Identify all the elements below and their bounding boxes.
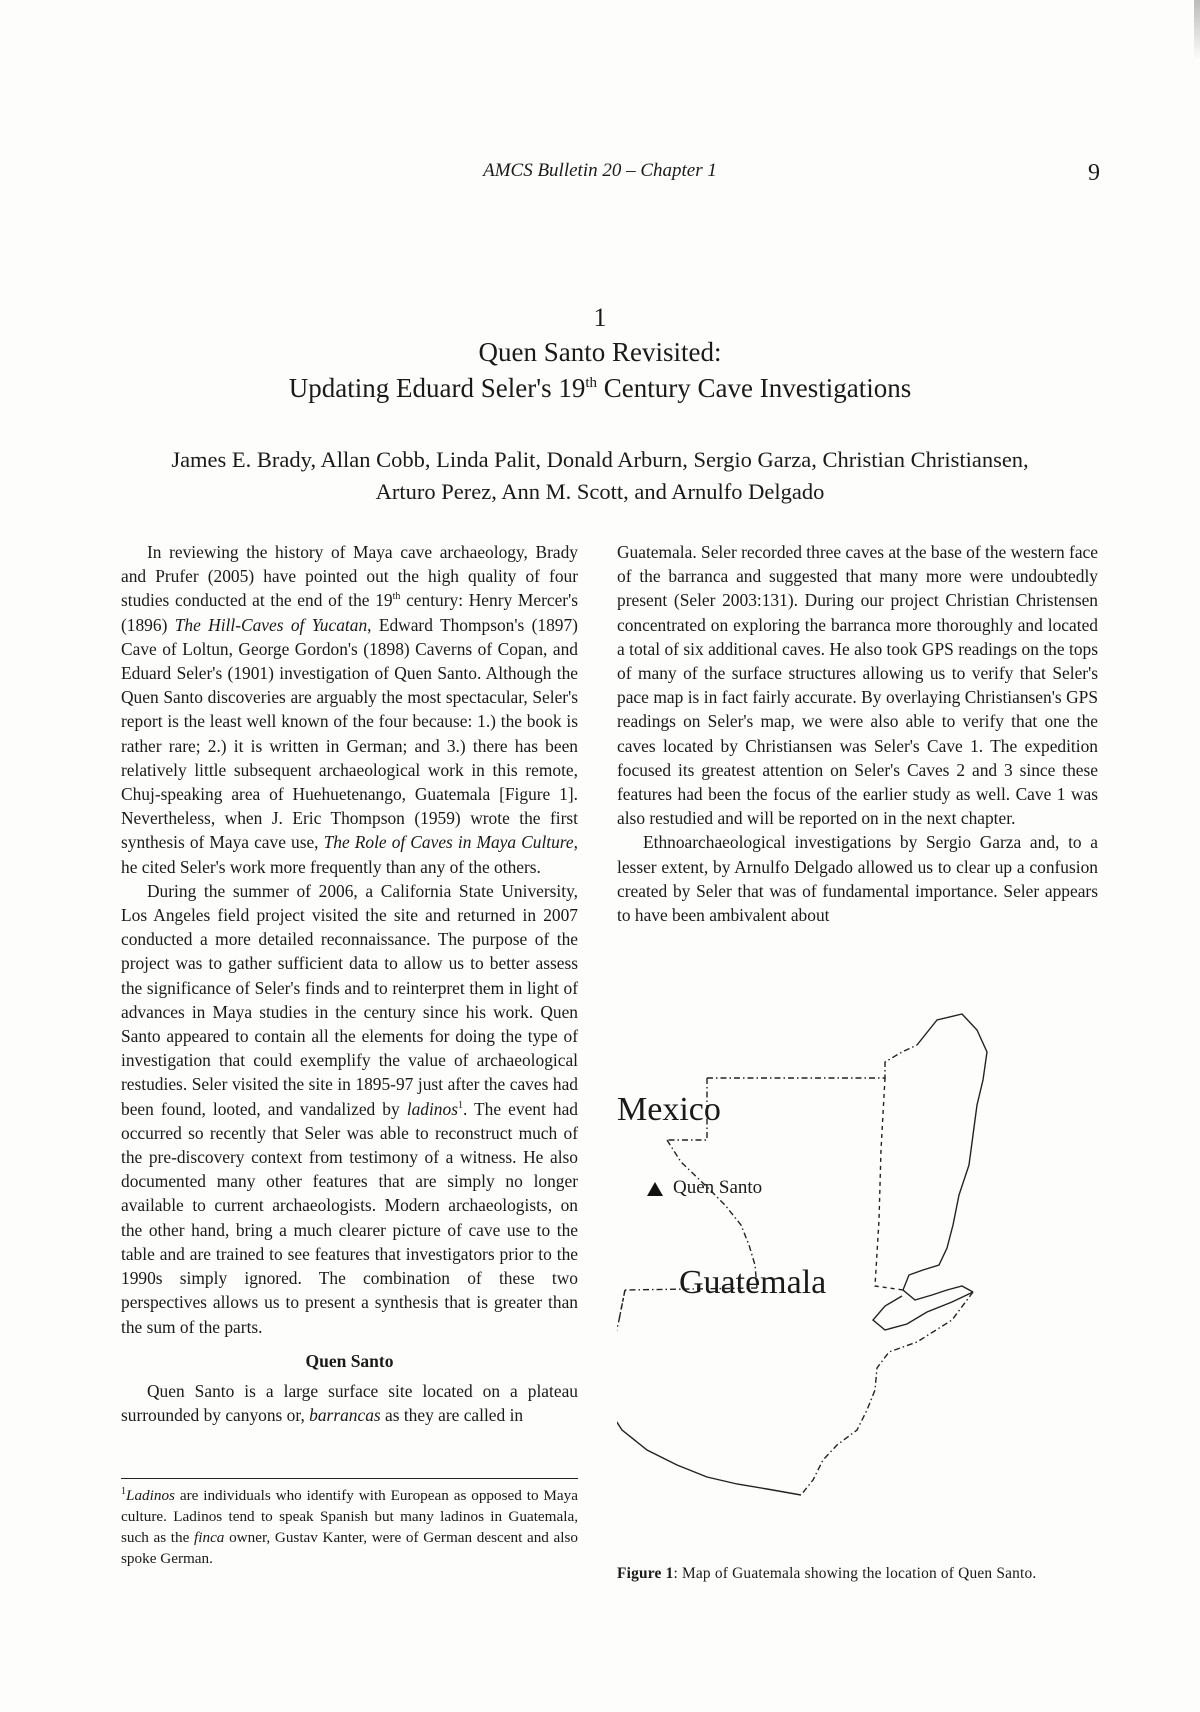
subtitle-part-b: Century Cave Investigations <box>597 373 912 403</box>
text-run: During the summer of 2006, a California State University, Los Angeles field project visited the site and returned in 2007 conducted a more detailed reconnaissance. The purpose of the project was to gather sufficient data to allow us to better assess the significance of Seler's finds and to reinterpret them in light of advances in Maya studies in the century since his work. Quen Santo appeared to contain all the elements for doing the type of investigation that could exemplify the value of archaeological restudies. Seler visited the site in 1895-97 just after the caves had been found, looted, and vandalized by <box>121 880 578 1119</box>
italic-title: The Role of Caves in Maya Culture <box>323 832 574 853</box>
italic-title: The Hill-Caves of Yucatan <box>174 614 368 635</box>
scan-edge-mark <box>1194 0 1200 60</box>
figure-caption <box>617 1563 1098 1584</box>
text-run: are individuals who identify with European as opposed to Maya culture. Ladinos tend to speak Spanish but many ladinos in Guatemala, such as the <box>121 1487 578 1546</box>
border-belize <box>875 1078 903 1290</box>
author-list <box>120 444 1080 508</box>
text-run: , he cited Seler's work more frequently than any of the others. <box>121 832 579 877</box>
authors-line-2: Arturo Perez, Ann M. Scott, and Arnulfo Delgado <box>375 479 825 504</box>
page-number: 9 <box>1088 160 1100 186</box>
border-honduras <box>801 1292 973 1495</box>
paragraph-2 <box>121 879 578 1339</box>
caption-text: : Map of Guatemala showing the location of Quen Santo. <box>673 1565 1037 1582</box>
map-label-mexico: Mexico <box>617 1091 721 1128</box>
footnote-rule <box>121 1478 578 1479</box>
italic-term: barrancas <box>309 1405 381 1426</box>
map-label-guatemala: Guatemala <box>679 1264 827 1301</box>
left-column <box>121 540 578 1427</box>
footnote-mark: 1 <box>121 1485 126 1497</box>
title-block <box>0 302 1200 406</box>
chapter-number: 1 <box>593 303 607 332</box>
text-run: century: Henry Mercer's (1896) <box>121 590 578 635</box>
subtitle-part-a: Updating Eduard Seler's 19 <box>288 373 586 403</box>
text-run: . The event had occurred so recently that Seler was able to reconstruct much of the pre-discovery context from testimony of a witness. He also documented many other features that are simply no longer available to current archaeologists. Modern archaeologists, on the other hand, bring a much clearer picture of cave use to the table and are trained to see features that investigators prior to the 1990s simply ignored. The combination of these two perspectives allows us to present a synthesis that is greater than the sum of the parts. <box>121 1098 578 1337</box>
italic-term: Ladinos <box>126 1487 175 1504</box>
running-head: AMCS Bulletin 20 – Chapter 1 <box>483 160 717 181</box>
text-run: as they are called in <box>380 1405 524 1426</box>
article-subtitle <box>0 370 1200 406</box>
caption-label: Figure 1 <box>617 1565 674 1582</box>
text-run: , Edward Thompson's (1897) Cave of Loltun, George Gordon's (1898) Caverns of Copan, and Eduard Seler's (1901) investigation of Quen Santo. Although the Quen Santo discoveries are arguably the most spectacular, Seler's report is the least well known of the four because: 1.) the book is rather rare; 2.) it is written in German; and 3.) there has been relatively little subsequent archaeological work in this remote, Chuj-speaking area of Huehuetenango, Guatemala [Figure 1]. Nevertheless, when J. Eric Thompson (1959) wrote the first synthesis of Maya cave use, <box>121 614 578 853</box>
section-heading: Quen Santo <box>305 1350 394 1371</box>
paragraph-continued: Guatemala. Seler recorded three caves at the base of the western face of the barranca and suggested that many more were undoubtedly present (Seler 2003:131). During our project Christian Christensen concentrated on exploring the barranca more thoroughly and located a total of six additional caves. He also took GPS readings on the tops of many of the surface structures allowing us to verify that Seler's pace map is in fact fairly accurate. By overlaying Christiansen's GPS readings on Seler's map, we were also able to verify that one the caves located by Christiansen was Seler's Cave 1. The expedition focused its greatest attention on Seler's Caves 2 and 3 since these features had been the focus of the earlier study as well. Cave 1 was also restudied and will be reported on in the next chapter. <box>617 542 1098 829</box>
footnote <box>121 1485 578 1569</box>
paragraph-3 <box>121 1379 578 1427</box>
quen-santo-marker <box>647 1182 663 1196</box>
text-run: Quen Santo is a large surface site located on a plateau surrounded by canyons or, <box>121 1380 578 1426</box>
footnote-ref: 1 <box>457 1099 463 1111</box>
right-column <box>617 540 1098 927</box>
authors-line-1: James E. Brady, Allan Cobb, Linda Palit, Donald Arburn, Sergio Garza, Christian Christiansen, <box>171 447 1029 472</box>
coastline-pacific <box>617 1385 801 1495</box>
paragraph-ethno: Ethnoarchaeological investigations by Sergio Garza and, to a lesser extent, by Arnulfo Delgado allowed us to clear up a confusion created by Seler that was of fundamental importance. Seler appears to have been ambivalent about <box>617 832 1098 926</box>
italic-term: ladinos <box>406 1098 458 1119</box>
italic-term: finca <box>194 1529 225 1546</box>
article-title: Quen Santo Revisited: <box>478 337 722 367</box>
subtitle-superscript: th <box>585 375 598 391</box>
coastline-belize <box>903 1014 987 1300</box>
text-run: In reviewing the history of Maya cave archaeology, Brady and Prufer (2005) have pointed out the high quality of four studies conducted at the end of the 19 <box>121 542 578 611</box>
paragraph-1 <box>121 540 578 879</box>
superscript: th <box>392 591 401 603</box>
text-run: owner, Gustav Kanter, were of German descent and also spoke German. <box>121 1529 579 1567</box>
map-label-site: Quen Santo <box>673 1177 763 1198</box>
guatemala-map <box>617 990 1107 1550</box>
